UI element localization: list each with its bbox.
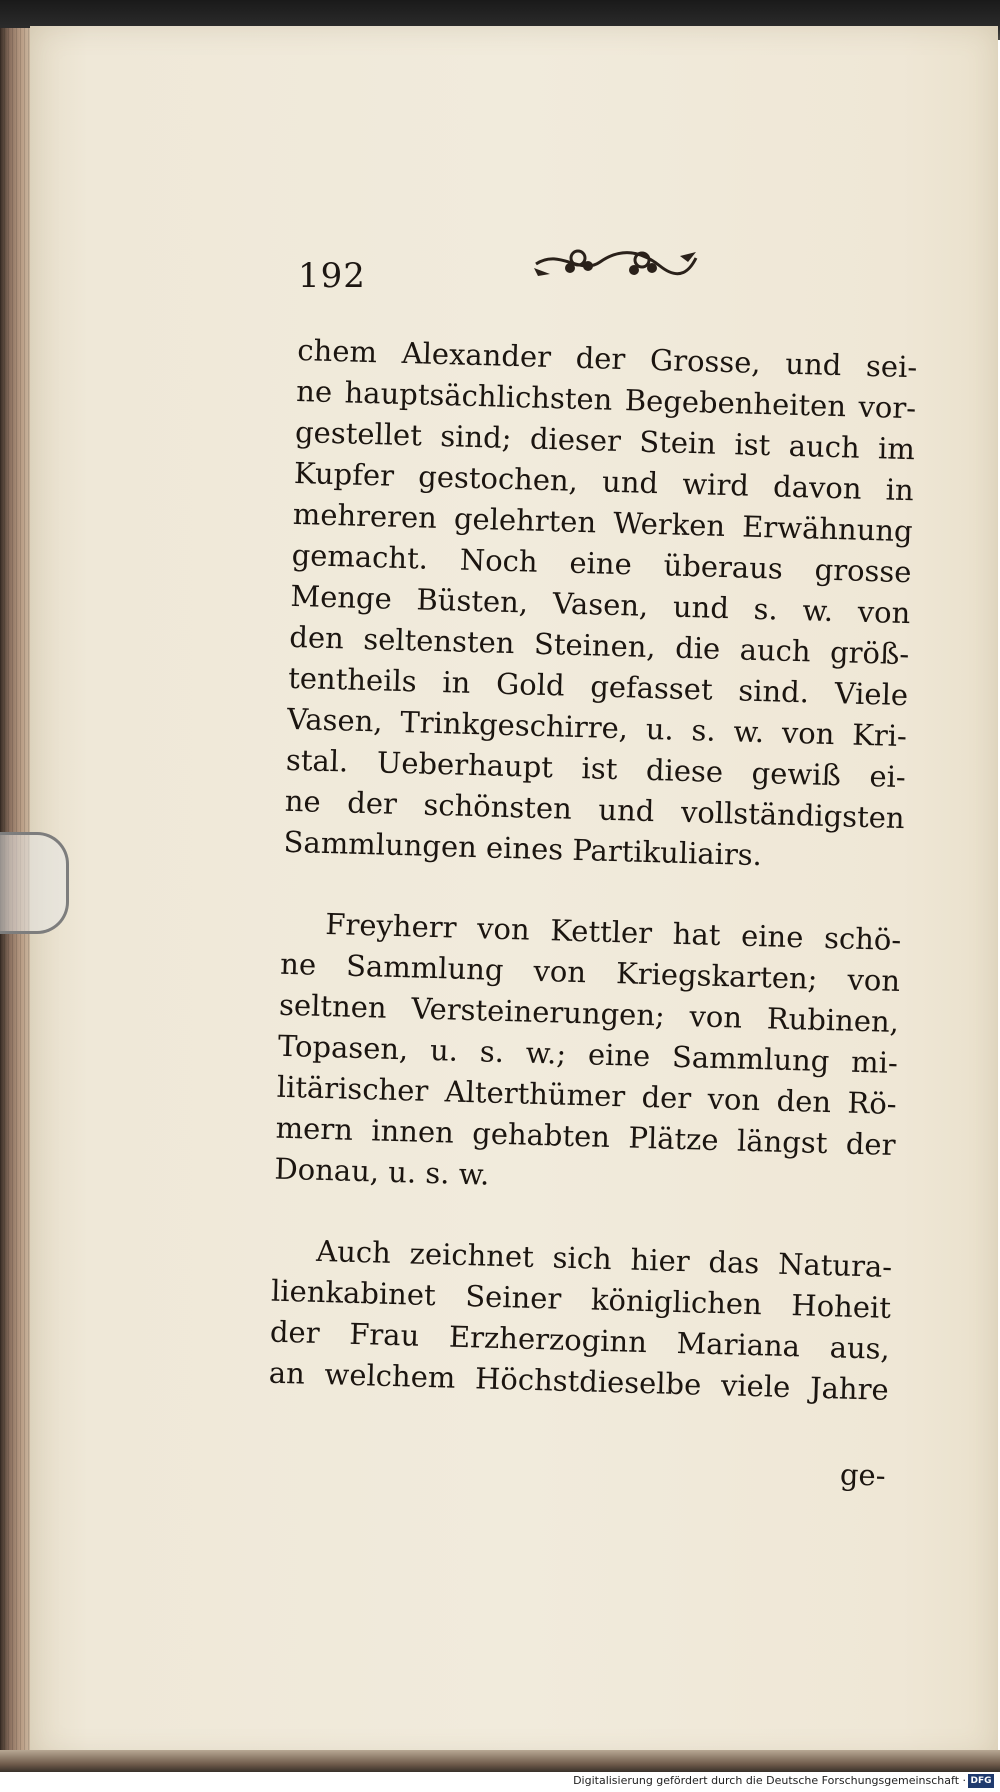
text-line: Menge Büsten, Vasen, und s. w. von (290, 578, 911, 631)
text-line: Auch zeichnet sich hier das Natura- (315, 1233, 893, 1284)
digitization-credit: Digitalisierung gefördert durch die Deutsche Forschungsgemeinschaft · (573, 1774, 966, 1787)
text-line: seltnen Versteinerungen; von Rubinen, (278, 987, 900, 1040)
text-line: gemacht. Noch eine überaus grosse (291, 537, 912, 590)
body-text (267, 330, 918, 1451)
text-line: stal. Ueberhaupt ist diese gewiß ei- (285, 742, 907, 795)
text-line: mehreren gelehrten Werken Erwähnung (292, 496, 914, 549)
page-clip (0, 832, 69, 934)
text-line: Vasen, Trinkgeschirre, u. s. w. von Kri- (286, 701, 908, 754)
paragraph-2 (274, 903, 902, 1207)
text-line: litärischer Alterthümer der von den Rö- (276, 1069, 898, 1122)
text-line: ne Sammlung von Kriegskarten; von (279, 946, 901, 999)
text-line: Topasen, u. s. w.; eine Sammlung mi- (277, 1028, 899, 1081)
page-number: 192 (298, 256, 366, 296)
text-line: Sammlungen eines Partikuliairs. (283, 824, 763, 873)
text-line: den seltensten Steinen, die auch größ- (288, 619, 910, 672)
scan-background-bottom (0, 1750, 1000, 1774)
dfg-logo: DFG (968, 1774, 994, 1788)
text-line: ne hauptsächlichsten Begebenheiten vor- (295, 373, 917, 426)
text-line: Freyherr von Kettler hat eine schö- (324, 907, 902, 958)
catchword: ge- (839, 1457, 886, 1493)
paragraph-3 (268, 1230, 892, 1411)
text-line: an welchem Höchstdieselbe viele Jahre (268, 1355, 890, 1407)
paragraph-1 (283, 330, 918, 880)
text-line: lienkabinet Seiner königlichen Hoheit (270, 1273, 892, 1325)
floral-ornament-icon (530, 240, 700, 282)
text-line: chem Alexander der Grosse, und sei- (296, 332, 918, 385)
text-line: gestellet sind; dieser Stein ist auch im (294, 414, 916, 467)
text-line: Kupfer gestochen, und wird davon in (293, 455, 915, 508)
text-line: der Frau Erzherzoginn Mariana aus, (269, 1314, 891, 1366)
text-line: mern innen gehabten Plätze längst der (275, 1110, 896, 1162)
text-line: ne der schönsten und vollständigsten (284, 783, 906, 836)
text-line: Donau, u. s. w. (274, 1151, 490, 1192)
text-line: tentheils in Gold gefasset sind. Viele (287, 660, 909, 713)
